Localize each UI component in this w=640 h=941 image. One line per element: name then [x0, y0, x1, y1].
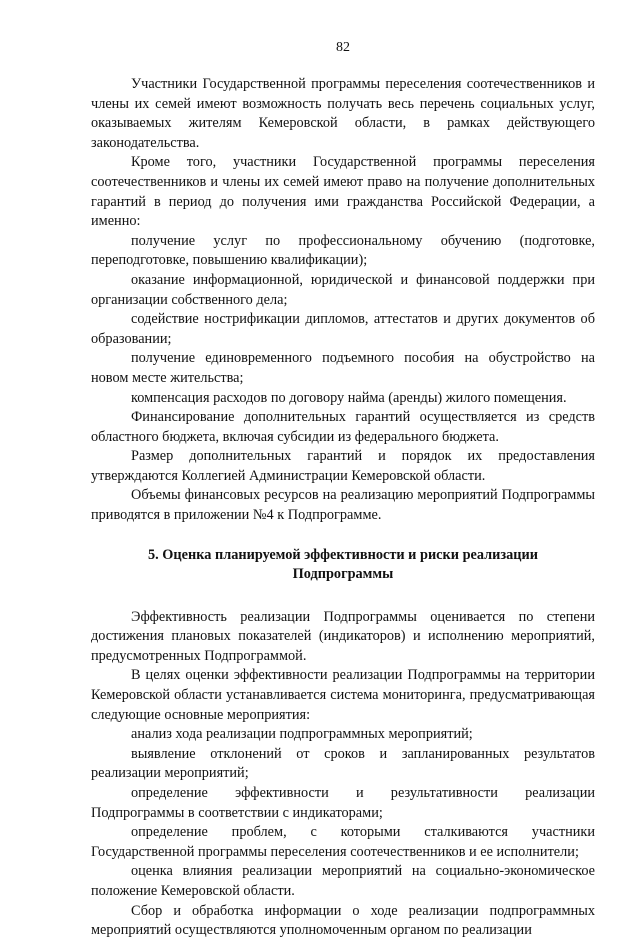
- section-heading-line: Подпрограммы: [292, 565, 394, 582]
- body-before-section: [91, 75, 595, 526]
- list-item: получение единовременного подъемного пособия на обустройство на новом месте жительства;: [91, 350, 595, 386]
- list-item: оказание информационной, юридической и финансовой поддержки при организации собственного дела;: [91, 271, 595, 308]
- list-item: содействие нострификации дипломов, аттестатов и других документов об образовании;: [91, 311, 595, 347]
- paragraph: Эффективность реализации Подпрограммы оценивается по степени достижения плановых показателей (индикаторов) и исполнению мероприятий, предусмотренных Подпрограммой.: [91, 608, 595, 664]
- paragraph: Размер дополнительных гарантий и порядок их предоставления утверждаются Коллегией Администрации Кемеровской области.: [91, 448, 595, 484]
- section-heading-line: 5. Оценка планируемой эффективности и риски реализации: [147, 546, 539, 563]
- body-after-section: [91, 608, 595, 941]
- section-heading: [91, 546, 595, 584]
- paragraph: Участники Государственной программы переселения соотечественников и члены их семей имеют возможность получать весь перечень социальных услуг, оказываемых жителям Кемеровской области, в рамках действующего законодательства.: [91, 76, 595, 151]
- paragraph: Объемы финансовых ресурсов на реализацию мероприятий Подпрограммы приводятся в приложении №4 к Подпрограмме.: [91, 487, 595, 524]
- list-item: компенсация расходов по договору найма (аренды) жилого помещения.: [131, 389, 567, 406]
- list-item: получение услуг по профессиональному обучению (подготовке, переподготовке, повышению квалификации);: [91, 232, 595, 269]
- list-item: определение проблем, с которыми сталкиваются участники Государственной программы переселения соотечественников и ее исполнители;: [91, 824, 595, 860]
- paragraph: Кроме того, участники Государственной программы переселения соотечественников и члены их семей имеют право на получение дополнительных гарантий в период до получения ими гражданства Российской Федерации, а именно:: [91, 154, 595, 230]
- page-number: 82: [336, 40, 350, 55]
- list-item: определение эффективности и результативности реализации Подпрограммы в соответствии с индикаторами;: [91, 785, 595, 821]
- paragraph: В целях оценки эффективности реализации Подпрограммы на территории Кемеровской области устанавливается система мониторинга, предусматривающая следующие основные мероприятия:: [91, 667, 595, 723]
- list-item: анализ хода реализации подпрограммных мероприятий;: [131, 726, 473, 743]
- list-item: оценка влияния реализации мероприятий на социально-экономическое положение Кемеровской области.: [91, 863, 595, 899]
- paragraph: Финансирование дополнительных гарантий осуществляется из средств областного бюджета, включая субсидии из федерального бюджета.: [91, 409, 595, 445]
- list-item: выявление отклонений от сроков и запланированных результатов реализации мероприятий;: [91, 745, 595, 782]
- paragraph: Сбор и обработка информации о ходе реализации подпрограммных мероприятий осуществляются уполномоченным органом по реализации: [91, 902, 595, 939]
